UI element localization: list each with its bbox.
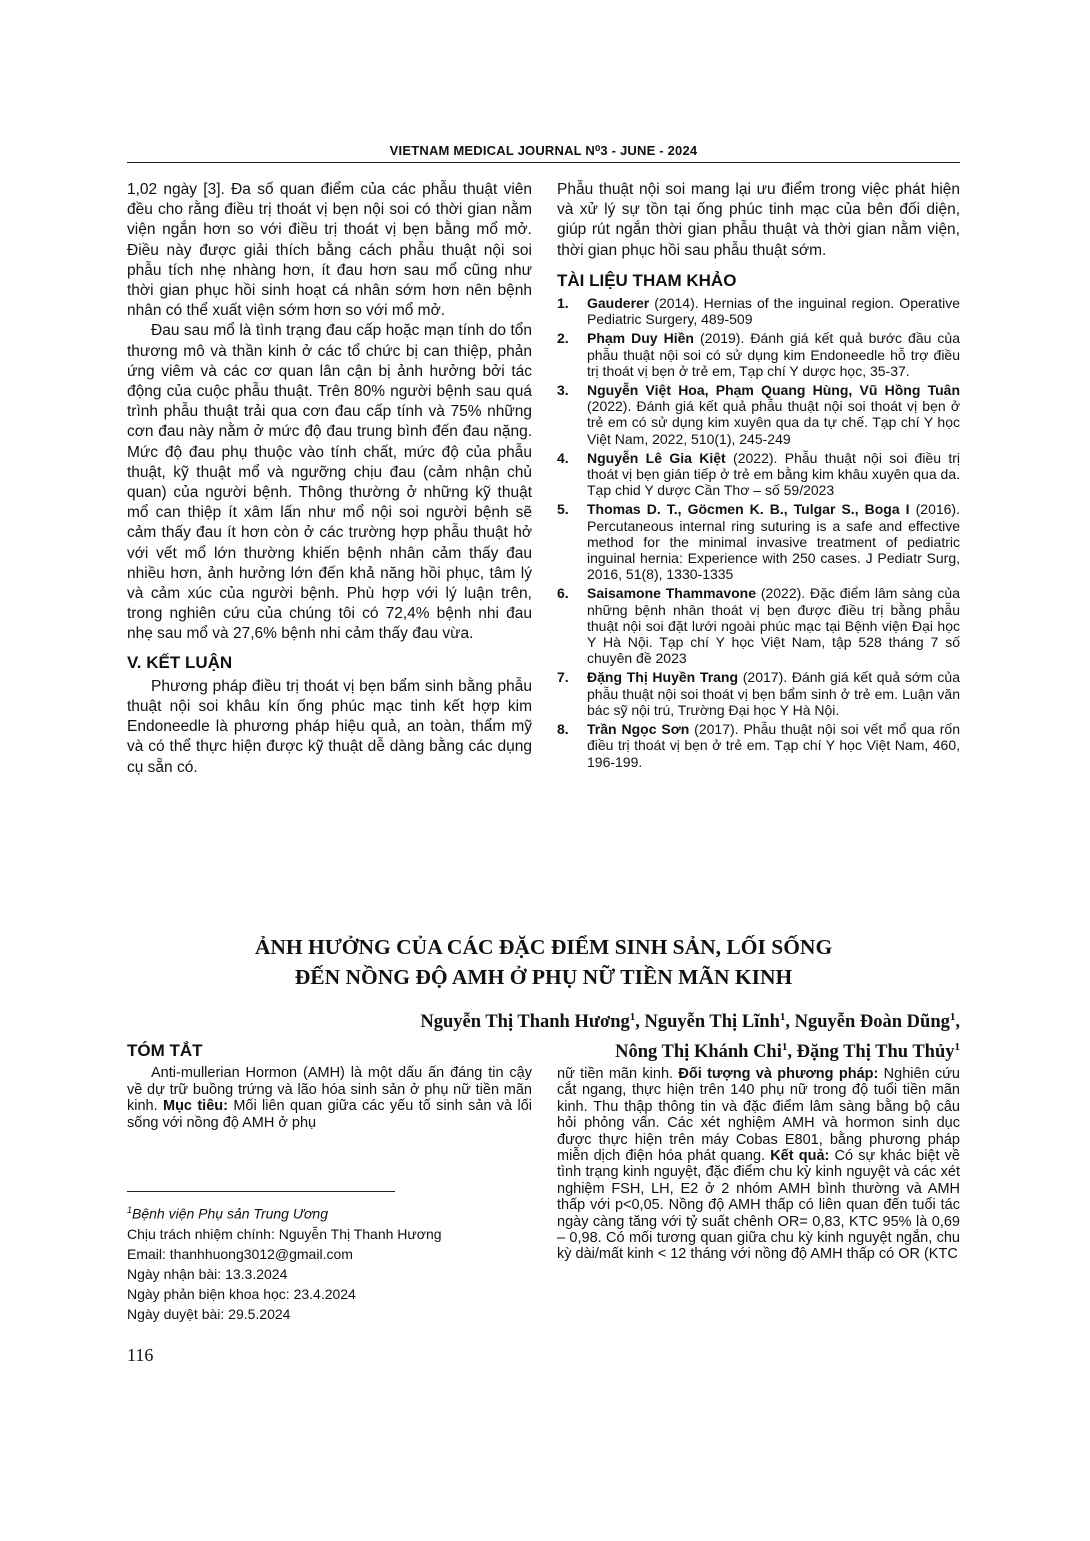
reference-body (587, 295, 960, 327)
author-name: Đặng Thị Thu Thủy (796, 1042, 955, 1063)
affiliation-text: Bệnh viện Phụ sản Trung Ương (132, 1205, 329, 1222)
reference-author: Nguyễn Việt Hoa, Phạm Quang Hùng, Vũ Hồng Tuân (587, 382, 960, 399)
reference-item (557, 669, 960, 718)
reference-number: 2. (557, 330, 569, 347)
reference-number: 7. (557, 669, 569, 686)
email-line: Email: thanhhuong3012@gmail.com (127, 1245, 353, 1262)
author-name: Nguyễn Thị Lĩnh (644, 1012, 780, 1033)
abstract-right-column (557, 1066, 960, 1263)
reference-item (557, 585, 960, 666)
abstract-paragraph (557, 1066, 960, 1263)
reference-list (557, 295, 960, 770)
reference-number: 8. (557, 721, 569, 738)
section-heading-conclusion: V. KẾT LUẬN (127, 652, 233, 672)
abstract-paragraph (127, 1065, 532, 1131)
author-affiliation-sup: 1 (781, 1041, 788, 1054)
reference-body (587, 450, 960, 499)
reference-body (587, 585, 960, 666)
reference-item (557, 450, 960, 499)
article-title-line: ĐẾN NỒNG ĐỘ AMH Ở PHỤ NỮ TIỀN MÃN KINH (294, 965, 793, 989)
reference-item (557, 501, 960, 582)
reference-author: Đặng Thị Huyền Trang (587, 669, 739, 686)
reference-text: (2017). Phẫu thuật nội soi vết mổ qua rốn điều trị thoát vị bẹn ở trẻ em. Tạp chí Y học Việt Nam, 460, 196-199. (587, 721, 961, 770)
reference-text: (2022). Đặc điểm lâm sàng của những bệnh nhân thoát vị bẹn được điều trị bằng phẫu thuật nội soi đặt lưới ngoài phúc mạc tại Bệnh viện Đại học Y Hà Nội. Tạp chí Y học Việt Nam, tập 528 tháng 7 số chuyên đề 2023 (587, 585, 960, 667)
page-number: 116 (127, 1345, 154, 1365)
reference-item (557, 382, 960, 447)
abstract-text: Mối liên quan giữa các yếu tố sinh sản và lối sống với nồng độ AMH ở phụ (127, 1098, 532, 1131)
author-separator: , (785, 1012, 795, 1033)
paragraph: Phương pháp điều trị thoát vị bẹn bẩm sinh bằng phẫu thuật nội soi khâu kín ống phúc mạc tinh kết hợp kim Endoneedle là phương pháp hiệu quả, an toàn, thẩm mỹ và có thể thực hiện được kỹ thuật dễ dàng bằng các dụng cụ sẵn có. (127, 677, 532, 776)
abstract-text: Có sự khác biệt về tình trạng kinh nguyệt, đặc điểm chu kỳ kinh nguyệt và các xét nghiệm FSH, LH, E2 ở 2 nhóm AMH bình thường và AMH thấp với p<0,05. Nồng độ AMH thấp có liên quan đến tuổi tác ngày càng tăng với tỷ suất chênh OR= 0,83, KTC 95% là 0,69 – 0,98. Có mối tương quan giữa chu kỳ kinh nguyệt ngắn, chu kỳ dài/mất kinh < 12 tháng với nồng độ AMH thấp có OR (KTC (557, 1148, 960, 1263)
paragraph: Phẫu thuật nội soi mang lại ưu điểm trong việc phát hiện và xử lý sự tồn tại ống phúc tinh mạc của bên đối diện, giúp rút ngắn thời gian phẫu thuật và thời gian nằm viện, thời gian phục hồi sau phẫu thuật sớm. (557, 181, 960, 259)
section-heading-references: TÀI LIỆU THAM KHẢO (557, 270, 737, 290)
reference-author: Phạm Duy Hiền (587, 330, 694, 347)
reference-body (587, 330, 960, 379)
reference-number: 1. (557, 295, 569, 312)
footnotes (127, 1200, 532, 1324)
methods-label: Đối tượng và phương pháp: (678, 1066, 879, 1082)
paragraph: Đau sau mổ là tình trạng đau cấp hoặc mạn tính do tổn thương mô và thần kinh ở các tổ chức bị can thiệp, phản ứng viêm và các cơ quan lân cận bị ảnh hưởng bởi tác động của cuộc phẫu thuật. Trên 80% người bệnh sau quá trình phẫu thuật trải qua cơn đau cấp tính và 75% những cơn đau này nằm ở mức độ đau trung bình đến đau nặng. Mức độ đau phụ thuộc vào tính chất, mức độ của phẫu thuật, kỹ thuật mổ và ngưỡng chịu đau (cảm nhận chủ quan) của người bệnh. Thông thường ở những kỹ thuật mổ can thiệp ít xâm lấn như mổ nội soi người bệnh sẽ cảm thấy đau ít hơn còn ở các trường hợp phẫu thuật hở với vết mổ lớn thường khiến bệnh nhân cảm thấy đau nhiều hơn, ảnh hưởng lớn đến khả năng hồi phục, tâm lý và cảm xúc của người bệnh. Phù hợp với lý luận trên, trong nghiên cứu của chúng tôi có 72,4% bệnh nhi đau nhẹ sau mổ và 27,6% bệnh nhi cảm thấy đau vừa. (127, 322, 532, 643)
reference-author: Gauderer (587, 295, 650, 312)
reference-text: (2016). Percutaneous internal ring suturing is a safe and effective method for the minimal invasive treatment of pediatric inguinal hernia: Experience with 250 cases. J Pediatr Surg, 2016, 51(8), 1330-1335 (587, 501, 960, 583)
reference-number: 5. (557, 501, 569, 518)
review-date: Ngày phản biện khoa học: 23.4.2024 (127, 1285, 356, 1302)
author-affiliation-sup: 1 (954, 1041, 960, 1054)
paragraph: 1,02 ngày [3]. Đa số quan điểm của các phẫu thuật viên đều cho rằng điều trị thoát vị bẹn nội soi có thời gian nằm viện ngắn hơn so với điều trị thoát vị bẹn bằng mổ mở. Điều này được giải thích bằng cách phẫu thuật nội soi phẫu tích nhẹ nhàng hơn, ít đau hơn sau mổ cũng như thời gian phục hồi sinh hoạt cá nhân sớm hơn nên bệnh nhân có thể xuất viện sớm hơn so với mổ mở. (127, 181, 532, 320)
right-column-continued-text (557, 180, 960, 773)
reference-body (587, 669, 960, 718)
author-separator: , (955, 1012, 960, 1033)
reference-author: Trần Ngọc Sơn (587, 721, 690, 738)
left-column-continued-text (127, 180, 532, 778)
header-rule (127, 162, 960, 163)
abstract-text: Anti-mullerian Hormon (AMH) là một dấu ấn đáng tin cậy về dự trữ buồng trứng và lão hóa sinh sản ở phụ nữ tiền mãn kinh. (127, 1065, 532, 1115)
reference-text: (2022). Phẫu thuật nội soi điều trị thoát vị bẹn gián tiếp ở trẻ em bằng kim khâu xuyên qua da. Tạp chid Y dược Cần Thơ – số 59/2023 (587, 449, 960, 499)
article-title (127, 932, 960, 992)
author-name: Nguyễn Thị Thanh Hương (420, 1012, 630, 1033)
reference-item (557, 330, 960, 379)
reference-number: 6. (557, 585, 569, 602)
affiliation-sup: 1 (127, 1205, 133, 1215)
reference-text: (2017). Đánh giá kết quả sớm của phẫu thuật nội soi thoát vị bẹn bẩm sinh ở trẻ em. Luận văn bác sỹ nội trú, Trường Đại học Y Hà Nội. (587, 669, 960, 718)
reference-number: 4. (557, 449, 569, 466)
reference-author: Nguyễn Lê Gia Kiệt (587, 449, 726, 466)
responsible-author: Chịu trách nhiệm chính: Nguyễn Thị Thanh Hương (127, 1225, 442, 1242)
footnote-rule (127, 1191, 395, 1192)
results-label: Kết quả: (770, 1148, 830, 1165)
received-date: Ngày nhận bài: 13.3.2024 (127, 1265, 288, 1282)
objective-label: Mục tiêu: (163, 1098, 228, 1115)
reference-text: (2022). Đánh giá kết quả phẫu thuật nội soi thoát vị bẹn ở trẻ em có sử dụng kim xuyên qua da tự chế. Tạp chí Y học Việt Nam, 2022, 510(1), 245-249 (587, 398, 960, 447)
reference-author: Saisamone Thammavone (587, 585, 756, 602)
reference-item (557, 721, 960, 770)
author-name: Nông Thị Khánh Chi (615, 1042, 782, 1063)
author-affiliation-sup: 1 (949, 1011, 956, 1023)
accepted-date: Ngày duyệt bài: 29.5.2024 (127, 1305, 291, 1322)
journal-header: VIETNAM MEDICAL JOURNAL N⁰3 - JUNE - 2024 (389, 143, 698, 158)
author-affiliation-sup: 1 (779, 1011, 786, 1023)
author-separator: , (635, 1012, 645, 1033)
abstract-heading: TÓM TẮT (127, 1041, 203, 1060)
reference-item (557, 295, 960, 327)
abstract-text: nữ tiền mãn kinh. (557, 1066, 679, 1082)
reference-body (587, 501, 960, 582)
author-separator: , (787, 1042, 797, 1063)
reference-body (587, 382, 960, 447)
abstract-left-column (127, 1043, 532, 1131)
affiliation-footnote (127, 1200, 532, 1224)
article-title-line: ẢNH HƯỞNG CỦA CÁC ĐẶC ĐIỂM SINH SẢN, LỐI SỐNG (254, 935, 833, 959)
reference-author: Thomas D. T., Göcmen K. B., Tulgar S., Boga I (587, 501, 910, 518)
author-name: Nguyễn Đoàn Dũng (794, 1012, 950, 1033)
abstract-text: Nghiên cứu cắt ngang, thực hiện trên 140 phụ nữ trong độ tuổi tiền mãn kinh. Thu thập thông tin và đặc điểm lâm sàng bằng bộ câu hỏi phỏng vấn. Các xét nghiệm AMH và hormon sinh dục được thực hiện trên máy Cobas E801, bằng phương pháp miễn dịch điện hóa phát quang. (557, 1066, 960, 1165)
reference-text: (2019). Đánh giá kết quả bước đầu của phẫu thuật nội soi có sử dụng kim Endoneedle hỗ trợ điều trị thoát vị bẹn ở trẻ em, Tạp chí Y dược học, 35-37. (587, 330, 960, 379)
author-affiliation-sup: 1 (629, 1011, 636, 1023)
reference-body (587, 721, 960, 770)
reference-text: (2014). Hernias of the inguinal region. Operative Pediatric Surgery, 489-509 (587, 295, 960, 328)
reference-number: 3. (557, 382, 569, 399)
